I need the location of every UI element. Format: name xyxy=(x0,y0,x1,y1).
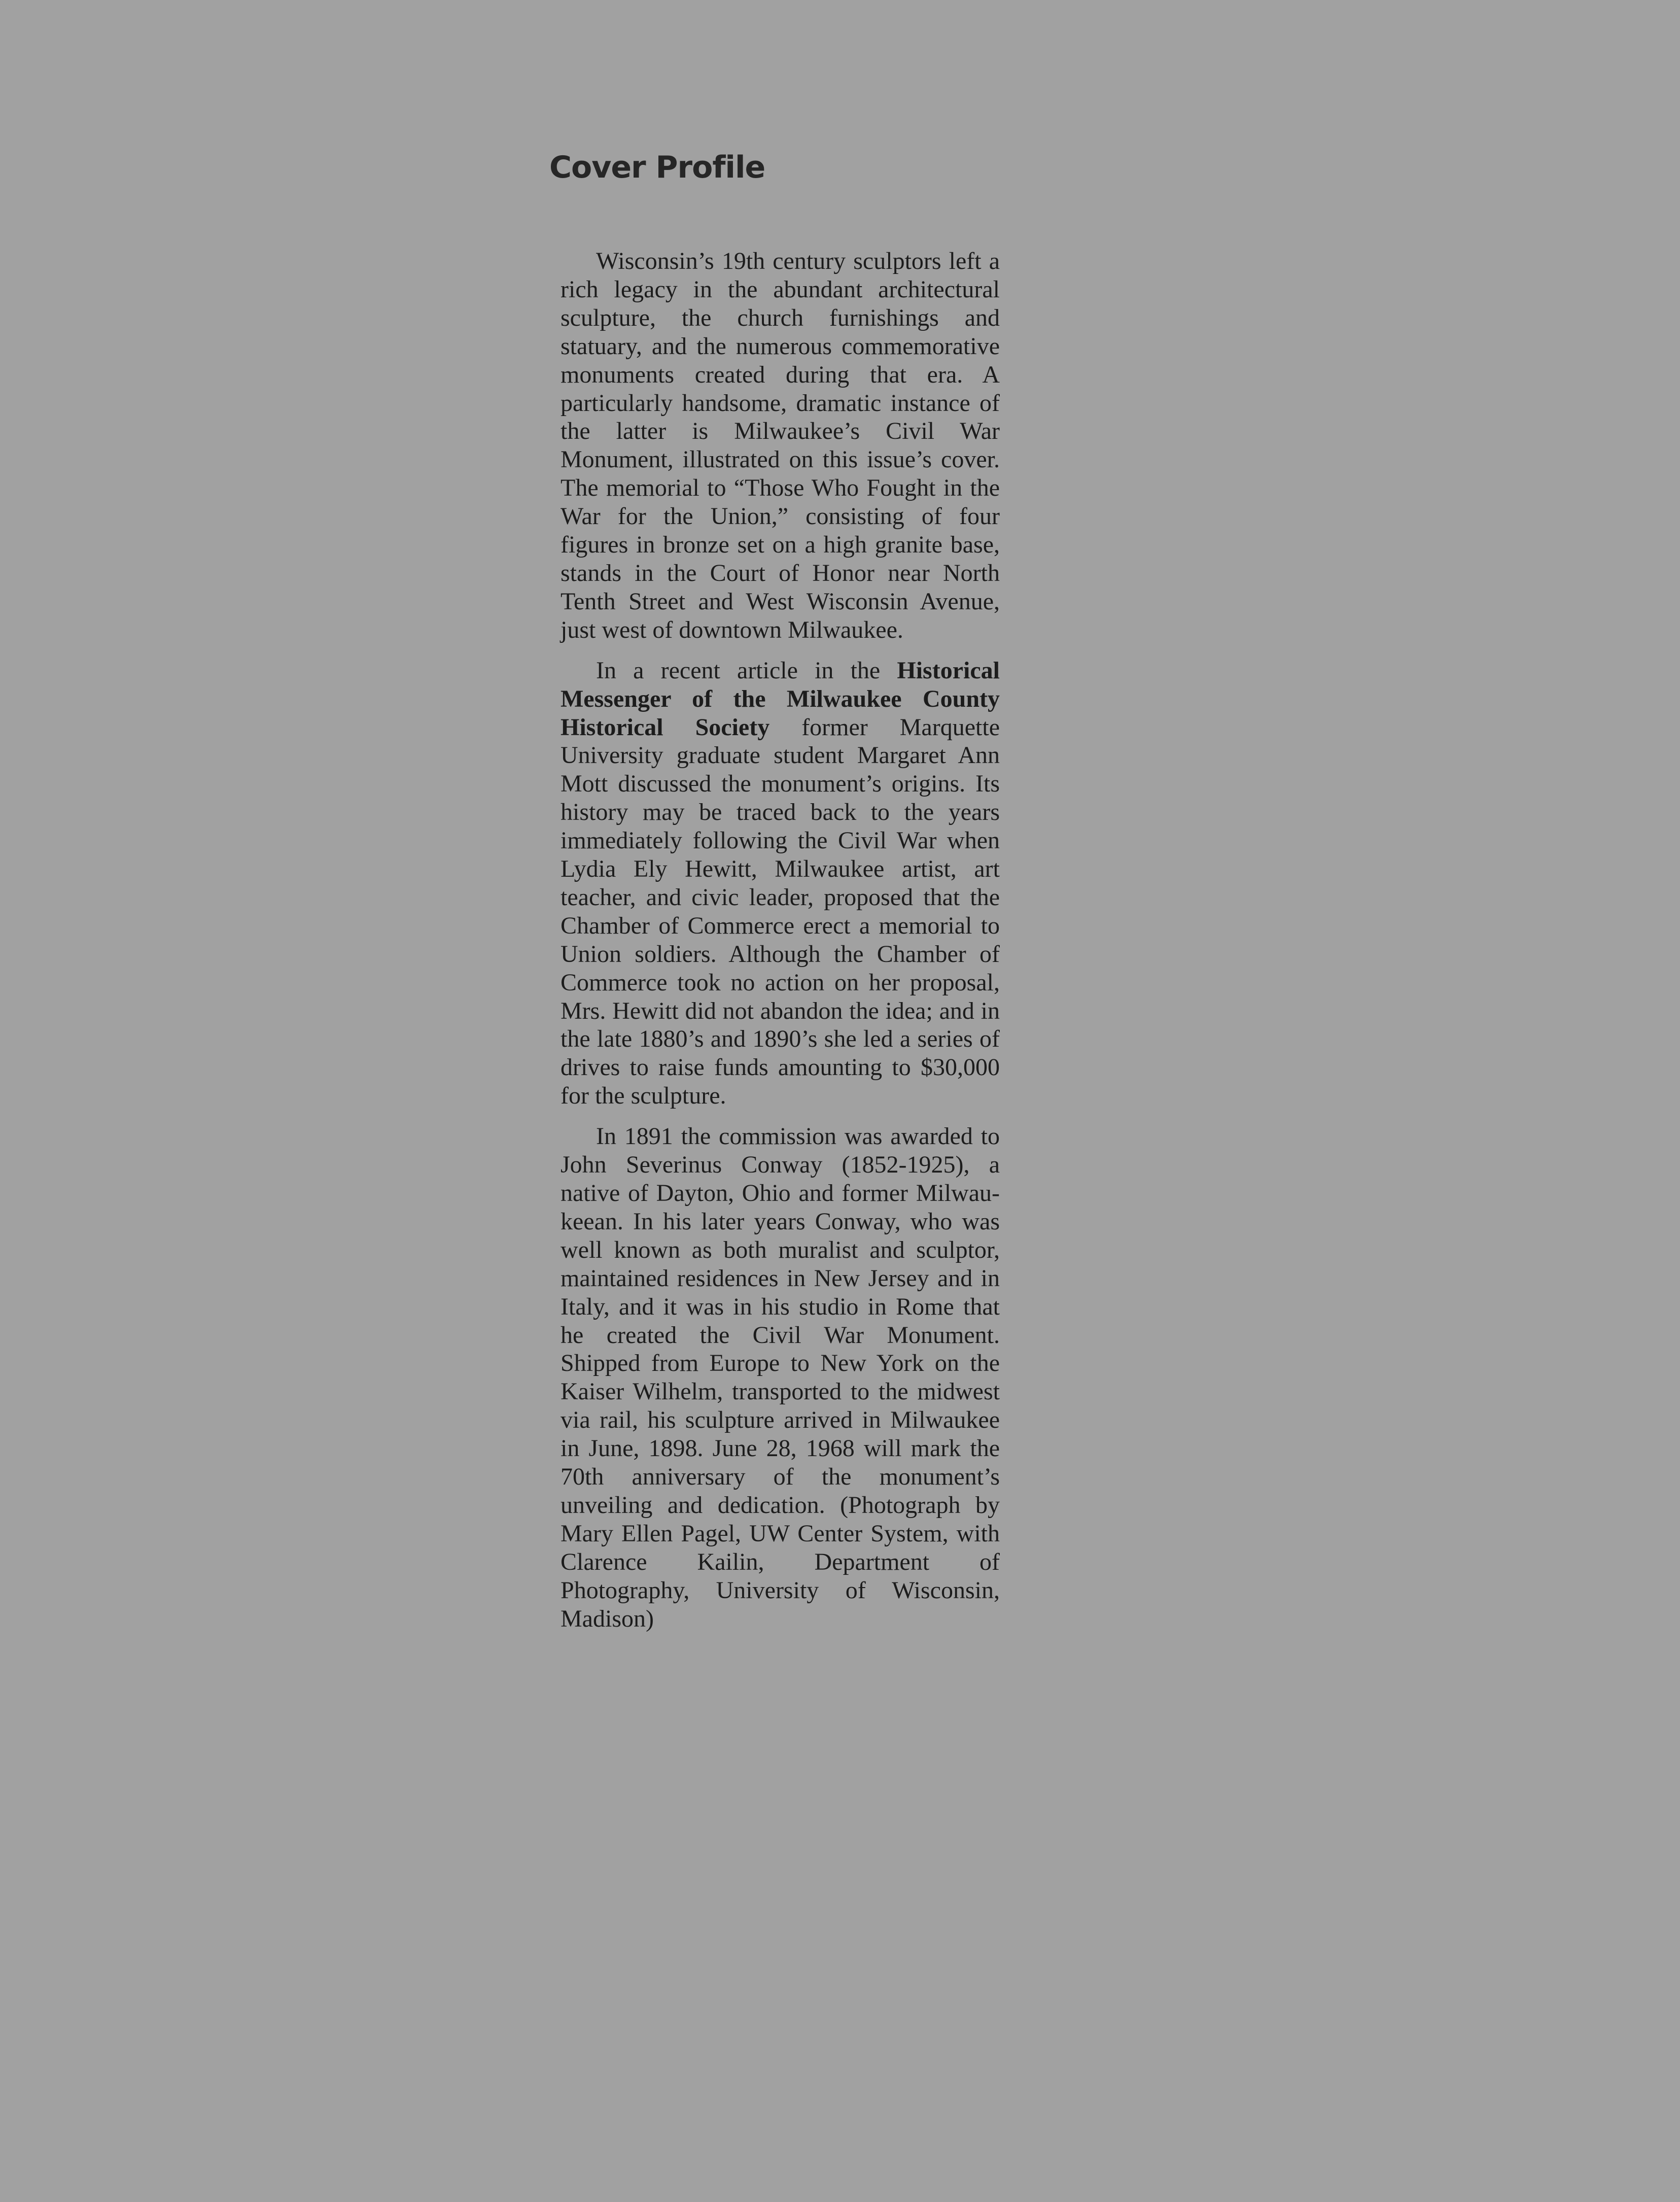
paragraph-2-body: former Marquette University graduate student Margaret Ann Mott discussed the monument’s origins. Its history may be traced back to the years immediately following the Civil War when Lydia Ely Hewitt, Milwaukee artist, art teacher, and civic leader, proposed that the Chamber of Commerce erect a memorial to Union soldiers. Although the Chamber of Commerce took no action on her proposal, Mrs. Hewitt did not abandon the idea; and in the late 1880’s and 1890’s she led a series of drives to raise funds amounting to $30,000 for the sculpture. xyxy=(561,713,1000,1110)
paragraph-1: Wisconsin’s 19th century sculptors left a rich legacy in the abundant architectural sculpture, the church furnishings and statuary, and the numerous commemorative monuments created during that era. A particularly handsome, dramatic instance of the latter is Milwaukee’s Civil War Monument, illustrated on this issue’s cover. The memorial to “Those Who Fought in the War for the Union,” consisting of four figures in bronze set on a high granite base, stands in the Court of Honor near North Tenth Street and West Wisconsin Avenue, just west of downtown Milwaukee. xyxy=(561,248,1000,643)
article-column xyxy=(561,247,1000,1645)
paragraph-3: In 1891 the commission was awarded to John Severinus Conway (1852-1925), a native of Dayton, Ohio and former Milwaukeean. In his later years Conway, who was well known as both muralist and sculptor, maintained residences in New Jersey and in Italy, and it was in his studio in Rome that he created the Civil War Monument. Shipped from Europe to New York on the Kaiser Wilhelm, transported to the midwest via rail, his sculpture arrived in Milwaukee in June, 1898. June 28, 1968 will mark the 70th anniversary of the monument’s unveiling and dedication. (Photograph by Mary Ellen Pagel, UW Center System, with Clarence Kailin, Department of Photography, University of Wisconsin, Madison) xyxy=(561,1123,1000,1632)
section-heading: Cover Profile xyxy=(549,150,765,185)
publication-title: Historical Messenger of the Milwaukee County Historical Society xyxy=(561,657,1000,741)
paragraph-2-intro: In a recent article in the xyxy=(596,657,897,684)
paragraph-2 xyxy=(561,657,1000,1111)
